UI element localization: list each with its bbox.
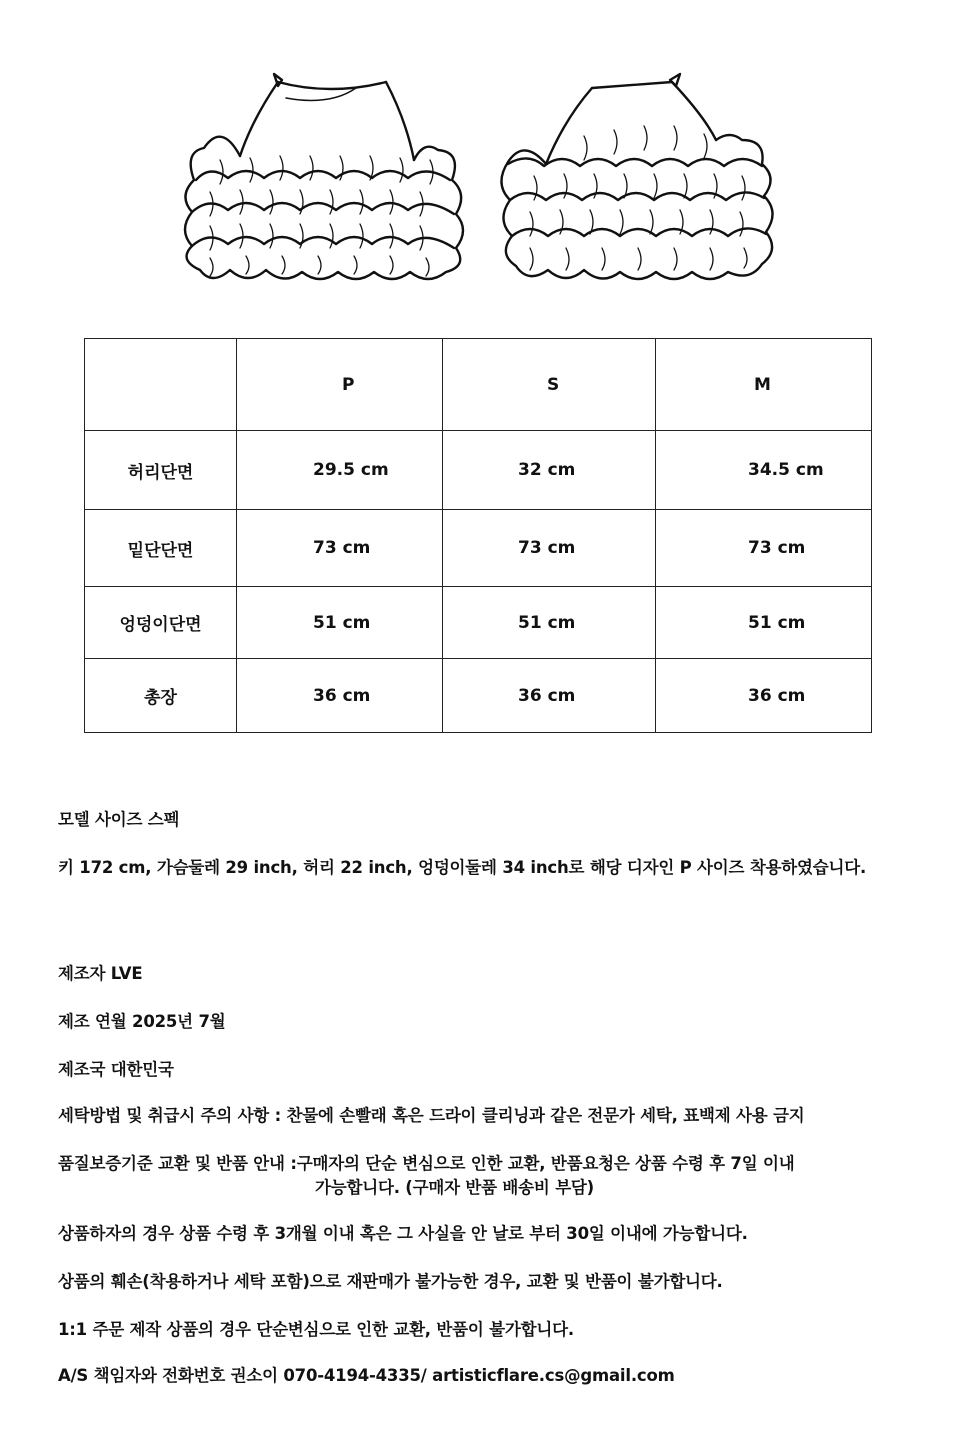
table-cell: 32 cm xyxy=(443,431,656,510)
country-of-origin: 제조국 대한민국 xyxy=(58,1060,174,1079)
table-cell: 51 cm xyxy=(237,587,443,659)
table-cell: 51 cm xyxy=(656,587,872,659)
skirt-front-drawing xyxy=(170,60,470,290)
table-row xyxy=(85,659,872,733)
table-cell: 29.5 cm xyxy=(237,431,443,510)
table-header-cell xyxy=(85,339,237,431)
manufacturer: 제조자 LVE xyxy=(58,964,143,983)
custom-order-policy: 1:1 주문 제작 상품의 경우 단순변심으로 인한 교환, 반품이 불가합니다. xyxy=(58,1320,574,1339)
table-cell: 73 cm xyxy=(443,510,656,587)
manufacture-date: 제조 연월 2025년 7월 xyxy=(58,1012,226,1031)
table-header-cell: P xyxy=(237,339,443,431)
skirt-back-drawing xyxy=(494,60,784,290)
table-cell: 73 cm xyxy=(237,510,443,587)
warranty-line-2 xyxy=(58,1174,594,1198)
table-row xyxy=(85,431,872,510)
model-spec-title: 모델 사이즈 스펙 xyxy=(58,810,180,829)
size-table xyxy=(84,338,872,733)
table-cell: 34.5 cm xyxy=(656,431,872,510)
table-row xyxy=(85,510,872,587)
table-cell: 73 cm xyxy=(656,510,872,587)
row-label: 밑단단면 xyxy=(85,510,237,587)
table-header-row xyxy=(85,339,872,431)
table-header-cell: M xyxy=(656,339,872,431)
row-label: 엉덩이단면 xyxy=(85,587,237,659)
table-header-cell: S xyxy=(443,339,656,431)
care-instructions: 세탁방법 및 취급시 주의 사항 : 찬물에 손빨래 혹은 드라이 클리닝과 같은 전문가 세탁, 표백제 사용 금지 xyxy=(58,1106,805,1125)
damage-policy: 상품의 훼손(착용하거나 세탁 포함)으로 재판매가 불가능한 경우, 교환 및 반품이 불가합니다. xyxy=(58,1272,723,1291)
row-label: 허리단면 xyxy=(85,431,237,510)
table-cell: 51 cm xyxy=(443,587,656,659)
table-cell: 36 cm xyxy=(443,659,656,733)
model-spec-text: 키 172 cm, 가슴둘레 29 inch, 허리 22 inch, 엉덩이둘레 34 inch로 해당 디자인 P 사이즈 착용하였습니다. xyxy=(58,858,867,877)
as-contact: A/S 책임자와 전화번호 권소이 070-4194-4335/ artisticflare.cs@gmail.com xyxy=(58,1366,675,1385)
warranty-line-2-text: 가능합니다. (구매자 반품 배송비 부담) xyxy=(315,1178,595,1197)
defect-policy: 상품하자의 경우 상품 수령 후 3개월 이내 혹은 그 사실을 안 날로 부터 30일 이내에 가능합니다. xyxy=(58,1224,748,1243)
warranty-line-1: 품질보증기준 교환 및 반품 안내 :구매자의 단순 변심으로 인한 교환, 반품요청은 상품 수령 후 7일 이내 xyxy=(58,1154,795,1173)
table-cell: 36 cm xyxy=(237,659,443,733)
table-cell: 36 cm xyxy=(656,659,872,733)
row-label: 총장 xyxy=(85,659,237,733)
table-row xyxy=(85,587,872,659)
skirt-illustrations xyxy=(0,60,960,300)
